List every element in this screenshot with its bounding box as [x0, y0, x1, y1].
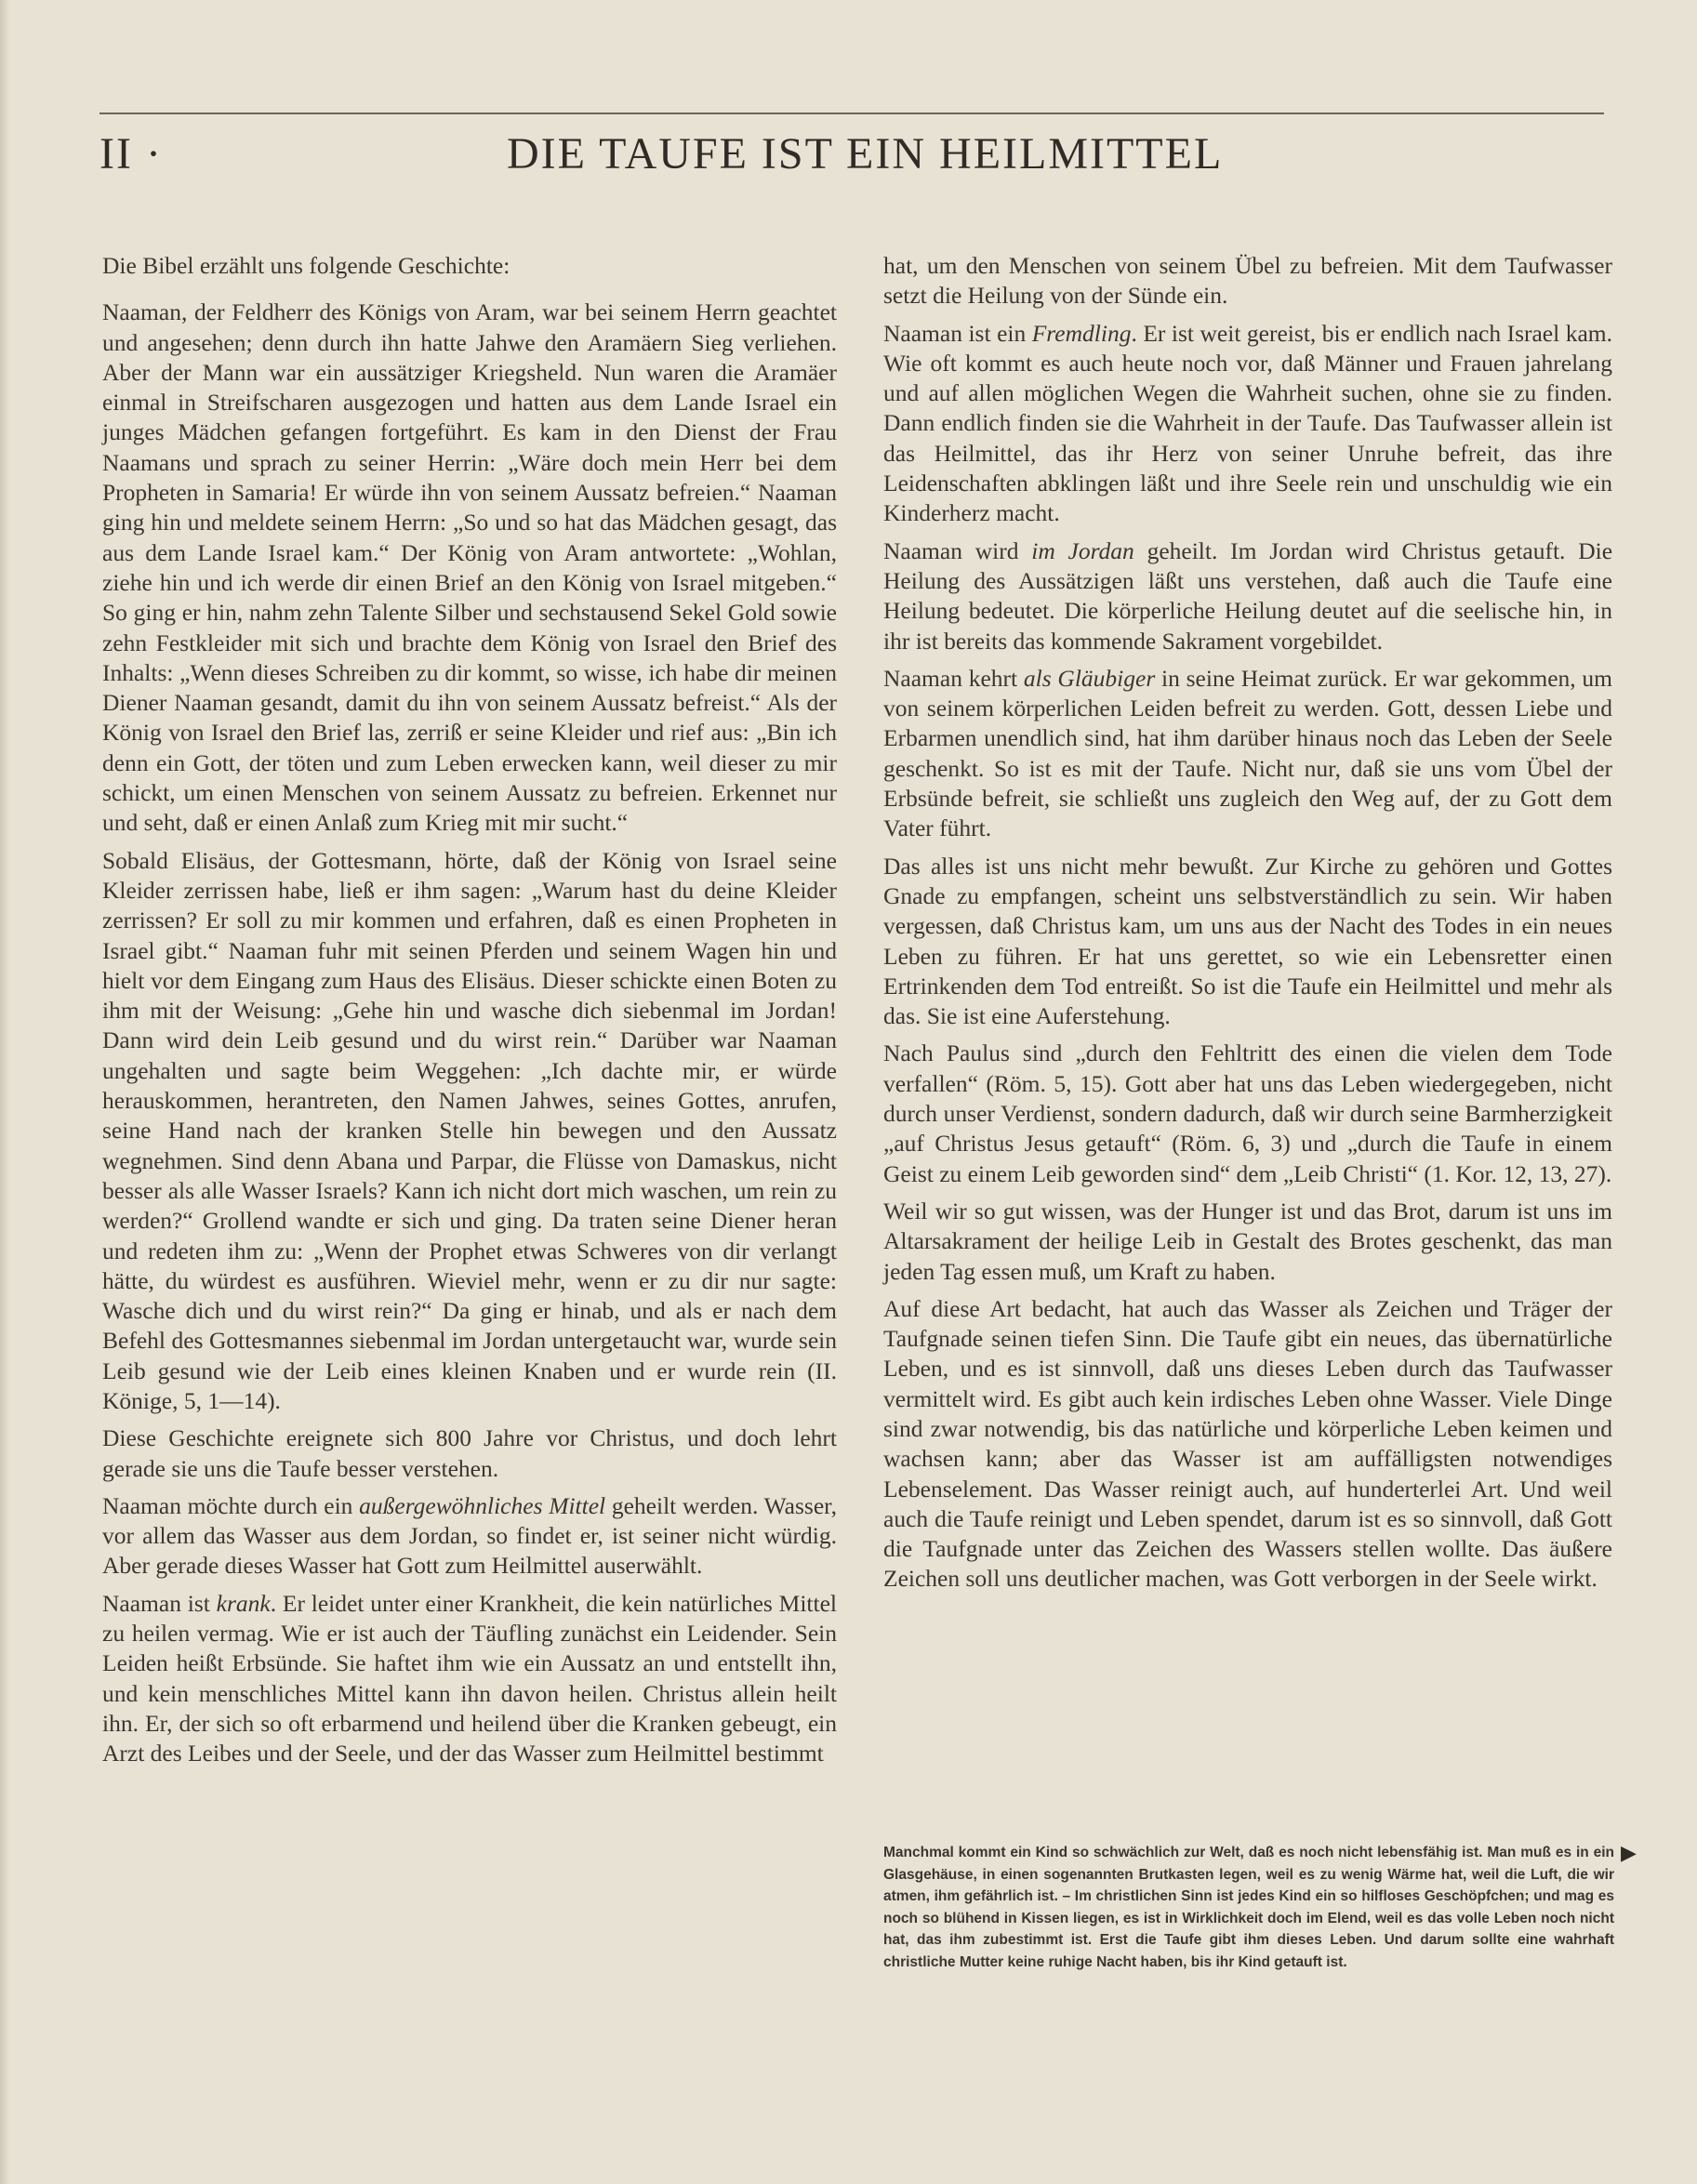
body-paragraph-stranger	[883, 319, 1612, 529]
body-paragraph-sick	[102, 1589, 837, 1769]
text-run: . Er leidet unter einer Krankheit, die kein natürliches Mittel zu heilen vermag. Wie er ist auch der Täufling zunächst ein Leidender. Sein Leiden heißt Erbsünde. Sie haftet ihm wie ein Aussatz an und entstellt ihn, und kein menschliches Mittel kann ihn davon heilen. Christus allein heilt ihn. Er, der sich so oft erbarmend und heilend über die Kranken gebeugt, ein Arzt des Leibes und der Seele, und der das Wasser zum Heilmittel bestimmt	[102, 1589, 837, 1767]
body-paragraph-paulus: Nach Paulus sind „durch den Fehltritt des einen die vielen dem Tode verfallen“ (Röm. 5, 15). Gott aber hat uns das Leben wiedergegeben, nicht durch unser Verdienst, sondern dadurch, daß wir durch seine Barmherzigkeit „auf Christus Jesus getauft“ (Röm. 6, 3) und „durch die Taufe in einem Geist zu einem Leib geworden sind“ dem „Leib Christi“ (1. Kor. 12, 13, 27).	[883, 1039, 1612, 1187]
right-column	[883, 251, 1612, 1602]
body-paragraph-continuation: hat, um den Menschen von seinem Übel zu befreien. Mit dem Taufwasser setzt die Heilung von der Sünde ein.	[883, 252, 1612, 310]
arrow-right-icon: ▶	[1621, 1842, 1637, 1865]
text-run: Naaman ist	[102, 1589, 217, 1617]
part-number: II ·	[99, 129, 163, 179]
intro-paragraph: Die Bibel erzählt uns folgende Geschichte:	[102, 252, 510, 279]
text-run: Naaman möchte durch ein	[102, 1491, 360, 1519]
text-run: in seine Heimat zurück. Er war gekommen, um von seinem körperlichen Leiden befreit zu werden. Gott, dessen Liebe und Erbarmen unendlich sind, hat ihm darüber hinaus noch das Leben der Seele geschenkt. So ist es mit der Taufe. Nicht nur, daß sie uns vom Übel der Erbsünde befreit, sie schließt uns zugleich den Weg auf, der zu Gott dem Vater führt.	[883, 664, 1612, 842]
page-edge	[0, 0, 9, 2184]
story-paragraph-1: Naaman, der Feldherr des Königs von Aram, war bei seinem Herrn geachtet und angesehen; denn durch ihn hatte Jahwe den Aramäern Sieg verliehen. Aber der Mann war ein aussätziger Kriegsheld. Nun waren die Aramäer einmal in Streifscharen ausgezogen und hatten aus dem Lande Israel ein junges Mädchen gefangen fortgeführt. Es kam in den Dienst der Frau Naamans und sprach zu seiner Herrin: „Wäre doch mein Herr bei dem Propheten in Samaria! Er würde ihn von seinem Aussatz befreien.“ Naaman ging hin und meldete seinem Herrn: „So und so hat das Mädchen gesagt, das aus dem Lande Israel kam.“ Der König von Aram antwortete: „Wohlan, ziehe hin und ich werde dir einen Brief an den König von Israel mitgeben.“ So ging er hin, nahm zehn Talente Silber und sechstausend Sekel Gold sowie zehn Festkleider mit sich und brachte dem König von Israel den Brief des Inhalts: „Wenn dieses Schreiben zu dir kommt, so wisse, ich habe dir meinen Diener Naaman gesandt, damit du ihn von seinem Aussatz befreist.“ Als der König von Israel den Brief las, zerriß er seine Kleider und rief aus: „Bin ich denn ein Gott, der töten und zum Leben erwecken kann, weil dieser zu mir schickt, um einen Menschen von seinem Aussatz zu befreien. Erkennet nur und seht, daß er einen Anlaß zum Krieg mit mir sucht.“	[102, 298, 837, 837]
body-paragraph-bread: Weil wir so gut wissen, was der Hunger ist und das Brot, darum ist uns im Altarsakrament der heilige Leib in Gestalt des Brotes geschenkt, das man jeden Tag essen muß, um Kraft zu haben.	[883, 1197, 1612, 1285]
text-run: Naaman ist ein	[883, 319, 1032, 347]
page-title: DIE TAUFE IST EIN HEILMITTEL	[507, 129, 1224, 179]
text-run: Naaman wird	[883, 536, 1032, 564]
body-paragraph-water: Auf diese Art bedacht, hat auch das Wasser als Zeichen und Träger der Taufgnade seinen tiefen Sinn. Die Taufe gibt ein neues, das übernatürliche Leben, und es ist sinnvoll, daß uns dieses Leben durch das Taufwasser vermittelt wird. Es gibt auch kein irdisches Leben ohne Wasser. Viele Dinge sind zwar notwendig, bis das natürliche und körperliche Leben keimen und wachsen kann; aber das Wasser ist am auffälligsten notwendiges Lebenselement. Das Wasser reinigt auch, auf hunderterlei Art. Und weil auch die Taufe reinigt und Leben spendet, darum ist es so sinnvoll, daß Gott die Taufgnade unter das Zeichen des Wassers stellen wollte. Das äußere Zeichen soll uns deutlicher machen, was Gott verborgen in der Seele wirkt.	[883, 1294, 1612, 1593]
body-paragraph-history: Diese Geschichte ereignete sich 800 Jahre vor Christus, und doch lehrt gerade sie uns die Taufe besser verstehen.	[102, 1424, 837, 1482]
photo-caption: Manchmal kommt ein Kind so schwächlich zur Welt, daß es noch nicht lebensfähig ist. Man muß es in ein Glasgehäuse, in einen sogenannten Brutkasten legen, weil es zu wenig Wärme hat, weil die Luft, die wir atmen, ihm gefährlich ist. – Im christlichen Sinn ist jedes Kind ein so hilfloses Geschöpfchen; und mag es noch so blühend in Kissen liegen, es ist in Wirklichkeit doch im Elend, weil es das volle Leben noch nicht hat, das ihm zubestimmt ist. Erst die Taufe gibt ihm dieses Leben. Und darum sollte eine wahrhaft christliche Mutter keine ruhige Nacht haben, bis ihr Kind getauft ist.	[883, 1845, 1614, 1970]
text-run: geheilt werden. Wasser, vor allem das Wasser aus dem Jordan, so findet er, ist seiner nicht würdig. Aber gerade dieses Wasser hat Gott zum Heilmittel auserwählt.	[102, 1491, 838, 1580]
body-paragraph-jordan	[883, 536, 1612, 656]
page-header	[99, 121, 1604, 186]
emphasis-text: krank	[216, 1589, 271, 1617]
emphasis-text: Fremdling	[1031, 319, 1132, 347]
text-run: geheilt. Im Jordan wird Christus getauft. Die Heilung des Aussätzigen läßt uns verstehen, daß auch die Taufe eine Heilung bedeutet. Die körperliche Heilung deutet auf die seelische hin, in ihr ist bereits das kommende Sakrament vorgebildet.	[883, 536, 1613, 655]
emphasis-text: als Gläubiger	[1023, 664, 1156, 692]
emphasis-text: im Jordan	[1031, 536, 1134, 564]
emphasis-text: außergewöhnliches Mittel	[359, 1491, 606, 1519]
header-rule	[99, 113, 1604, 114]
text-run: . Er ist weit gereist, bis er endlich nach Israel kam. Wie oft kommt es auch heute noch vor, daß Männer und Frauen jahrelang und auf allen möglichen Wegen die Wahrheit suchen, ohne sie zu finden. Dann endlich finden sie die Wahrheit in der Taufe. Das Taufwasser allein ist das Heilmittel, das ihr Herz von seiner Unruhe befreit, das ihre Leidenschaften abklingen läßt und ihre Seele rein und unschuldig wie ein Kinderherz macht.	[883, 319, 1612, 527]
text-run: Naaman kehrt	[883, 664, 1024, 692]
body-paragraph-awareness: Das alles ist uns nicht mehr bewußt. Zur Kirche zu gehören und Gottes Gnade zu empfangen, scheint uns selbstverständlich zu sein. Wir haben vergessen, daß Christus kam, um uns aus der Nacht des Todes in ein neues Leben zu führen. Er hat uns gerettet, so wie ein Lebensretter einen Ertrinkenden dem Tod entreißt. So ist die Taufe ein Heilmittel und mehr als das. Sie ist eine Auferstehung.	[883, 852, 1612, 1030]
body-paragraph-believer	[883, 664, 1612, 844]
body-paragraph-extraordinary	[102, 1491, 837, 1582]
story-paragraph-2: Sobald Elisäus, der Gottesmann, hörte, daß der König von Israel seine Kleider zerrissen habe, ließ er ihm sagen: „Warum hast du deine Kleider zerrissen? Er soll zu mir kommen und erfahren, daß es einen Propheten in Israel gibt.“ Naaman fuhr mit seinen Pferden und seinem Wagen hin und hielt vor dem Eingang zum Haus des Elisäus. Dieser schickte einen Boten zu ihm mit der Weisung: „Gehe hin und wasche dich siebenmal im Jordan! Dann wird dein Leib gesund und du wirst rein.“ Darüber war Naaman ungehalten und sagte beim Weggehen: „Ich dachte mir, er würde herauskommen, herantreten, den Namen Jahwes, seines Gottes, anrufen, seine Hand nach der kranken Stelle hin bewegen und den Aussatz wegnehmen. Sind denn Abana und Parpar, die Flüsse von Damaskus, nicht besser als alle Wasser Israels? Kann ich nicht dort mich waschen, um rein zu werden?“ Grollend wandte er sich und ging. Da traten seine Diener heran und redeten ihm zu: „Wenn der Prophet etwas Schweres von dir verlangt hätte, du würdest es ausführen. Wieviel mehr, wenn er zu dir nur sagte: Wasche dich und du wirst rein?“ Da ging er hinab, und als er nach dem Befehl des Gottesmannes siebenmal im Jordan untergetaucht war, wurde sein Leib gesund wie der Leib eines kleinen Knaben und er wurde rein (II. Könige, 5, 1—14).	[102, 846, 837, 1414]
left-column	[102, 251, 837, 1777]
